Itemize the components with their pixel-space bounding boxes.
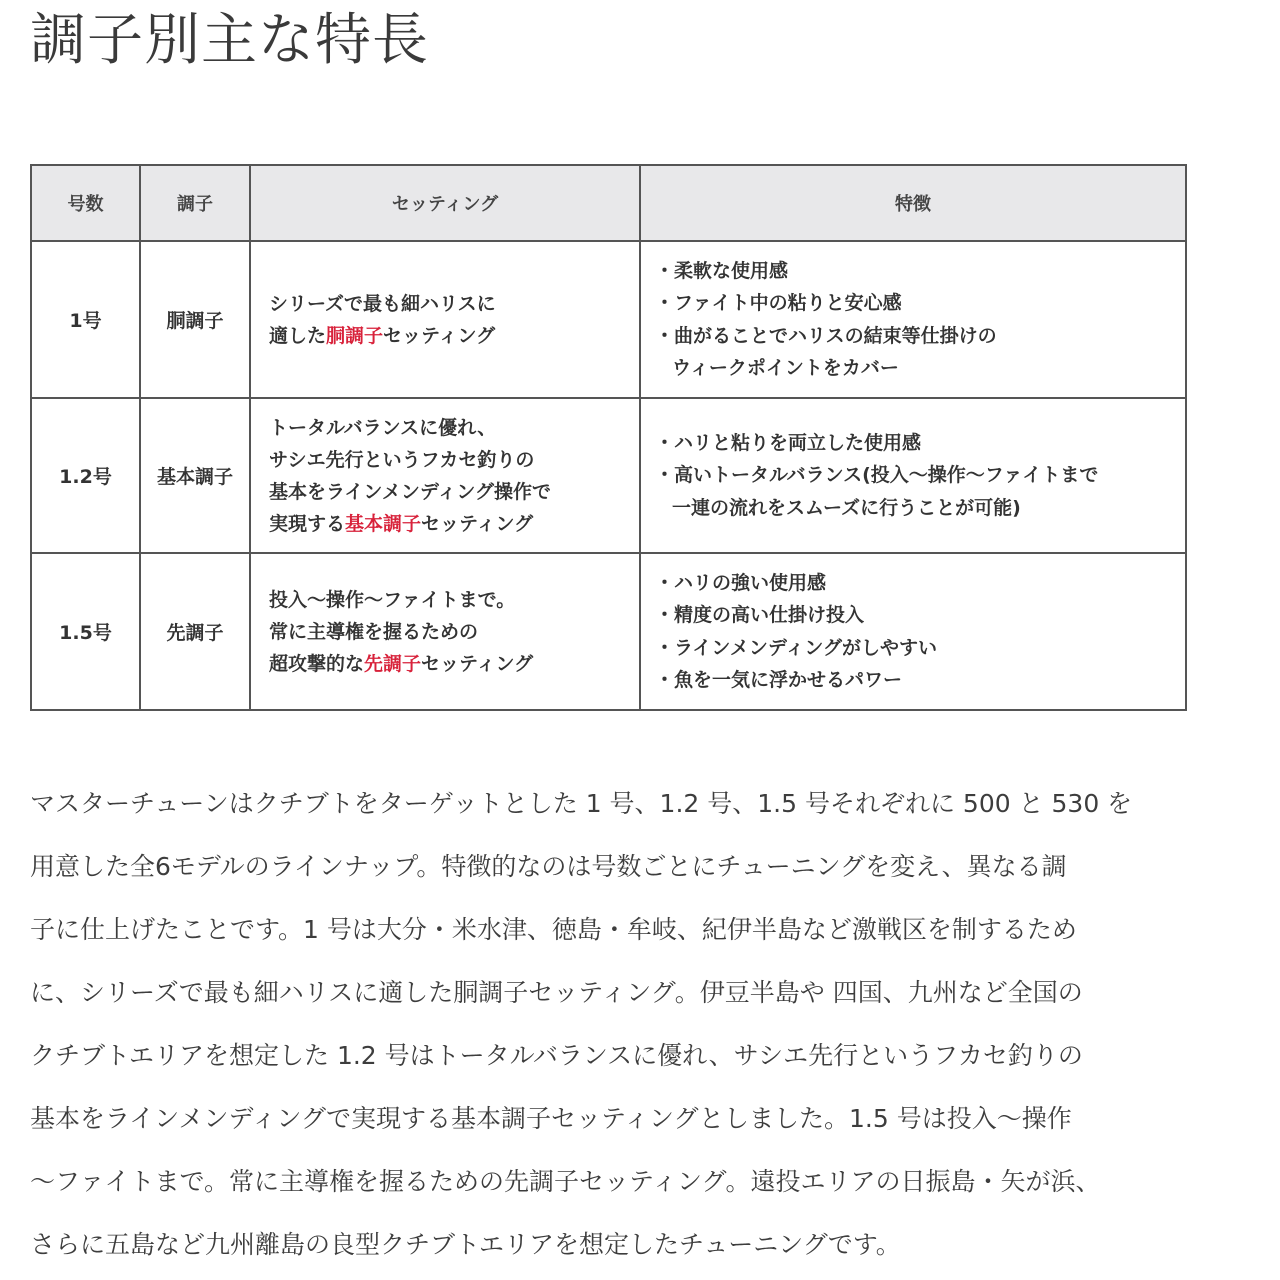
paragraph-line: クチブトエリアを想定した 1.2 号はトータルバランスに優れ、サシエ先行というフカセ釣りの bbox=[30, 1041, 1083, 1070]
header-features: 特徴 bbox=[640, 165, 1186, 241]
row-setting bbox=[250, 398, 640, 553]
paragraph-line: に、シリーズで最も細ハリスに適した胴調子セッティング。伊豆半島や 四国、九州など全国の bbox=[30, 978, 1083, 1007]
row-number: 1.5号 bbox=[31, 553, 140, 710]
table-row bbox=[31, 553, 1186, 710]
row-features bbox=[640, 398, 1186, 553]
setting-line bbox=[269, 648, 631, 680]
row-tone: 先調子 bbox=[140, 553, 250, 710]
setting-line: 基本をラインメンディング操作で bbox=[269, 480, 551, 503]
setting-line: サシエ先行というフカセ釣りの bbox=[269, 448, 535, 471]
setting-highlight: 基本調子 bbox=[345, 512, 422, 535]
setting-prefix: 実現する bbox=[269, 512, 346, 535]
setting-prefix: 適した bbox=[269, 324, 327, 347]
row-tone: 胴調子 bbox=[140, 241, 250, 398]
table-header-row bbox=[31, 165, 1186, 241]
description-paragraph bbox=[30, 772, 1190, 1276]
setting-line: シリーズで最も細ハリスに bbox=[269, 292, 496, 315]
setting-line bbox=[269, 508, 631, 540]
setting-suffix: セッティング bbox=[421, 652, 534, 675]
paragraph-line: 基本をラインメンディングで実現する基本調子セッティングとしました。1.5 号は投入～操作 bbox=[30, 1104, 1072, 1133]
table-row bbox=[31, 241, 1186, 398]
setting-line bbox=[269, 320, 631, 352]
setting-highlight: 胴調子 bbox=[326, 324, 384, 347]
row-tone: 基本調子 bbox=[140, 398, 250, 553]
paragraph-line: マスターチューンはクチブトをターゲットとした 1 号、1.2 号、1.5 号それぞれに 500 と 530 を bbox=[30, 789, 1133, 818]
setting-prefix: 超攻撃的な bbox=[269, 652, 365, 675]
row-setting bbox=[250, 241, 640, 398]
model-spec-table bbox=[30, 164, 1187, 711]
header-setting: セッティング bbox=[250, 165, 640, 241]
feature-item: ・曲がることでハリスの結束等仕掛けの bbox=[655, 324, 997, 347]
feature-item: ・ハリの強い使用感 bbox=[655, 571, 827, 594]
feature-item: ウィークポイントをカバー bbox=[672, 357, 899, 379]
paragraph-line: さらに五島など九州離島の良型クチブトエリアを想定したチューニングです。 bbox=[30, 1230, 901, 1259]
feature-item: ・柔軟な使用感 bbox=[655, 259, 789, 282]
table-row bbox=[31, 398, 1186, 553]
feature-item: ・ファイト中の粘りと安心感 bbox=[655, 292, 902, 314]
feature-item: ・魚を一気に浮かせるパワー bbox=[655, 669, 903, 691]
header-tone: 調子 bbox=[140, 165, 250, 241]
row-number: 1.2号 bbox=[31, 398, 140, 553]
setting-line: 投入～操作～ファイトまで。 bbox=[269, 588, 516, 611]
paragraph-line: 子に仕上げたことです。1 号は大分・米水津、徳島・牟岐、紀伊半島など激戦区を制するため bbox=[30, 915, 1077, 944]
feature-item: ・精度の高い仕掛け投入 bbox=[655, 604, 865, 626]
row-setting bbox=[250, 553, 640, 710]
page-title: 調子別主な特長 bbox=[30, 8, 429, 73]
row-features bbox=[640, 553, 1186, 710]
setting-line: 常に主導権を握るための bbox=[269, 620, 479, 643]
setting-suffix: セッティング bbox=[421, 512, 534, 535]
row-features bbox=[640, 241, 1186, 398]
feature-item: ・ハリと粘りを両立した使用感 bbox=[655, 431, 922, 454]
feature-item: 一連の流れをスムーズに行うことが可能) bbox=[672, 496, 1021, 519]
feature-item: ・高いトータルバランス(投入～操作～ファイトまで bbox=[655, 464, 1099, 487]
setting-highlight: 先調子 bbox=[364, 652, 422, 675]
row-number: 1号 bbox=[31, 241, 140, 398]
setting-suffix: セッティング bbox=[383, 324, 496, 347]
paragraph-line: 用意した全6モデルのラインナップ。特徴的なのは号数ごとにチューニングを変え、異なる調 bbox=[30, 852, 1067, 881]
header-number: 号数 bbox=[31, 165, 140, 241]
feature-item: ・ラインメンディングがしやすい bbox=[655, 636, 937, 659]
setting-line: トータルバランスに優れ、 bbox=[269, 416, 497, 439]
paragraph-line: ～ファイトまで。常に主導権を握るための先調子セッティング。遠投エリアの日振島・矢が浜、 bbox=[30, 1167, 1101, 1196]
